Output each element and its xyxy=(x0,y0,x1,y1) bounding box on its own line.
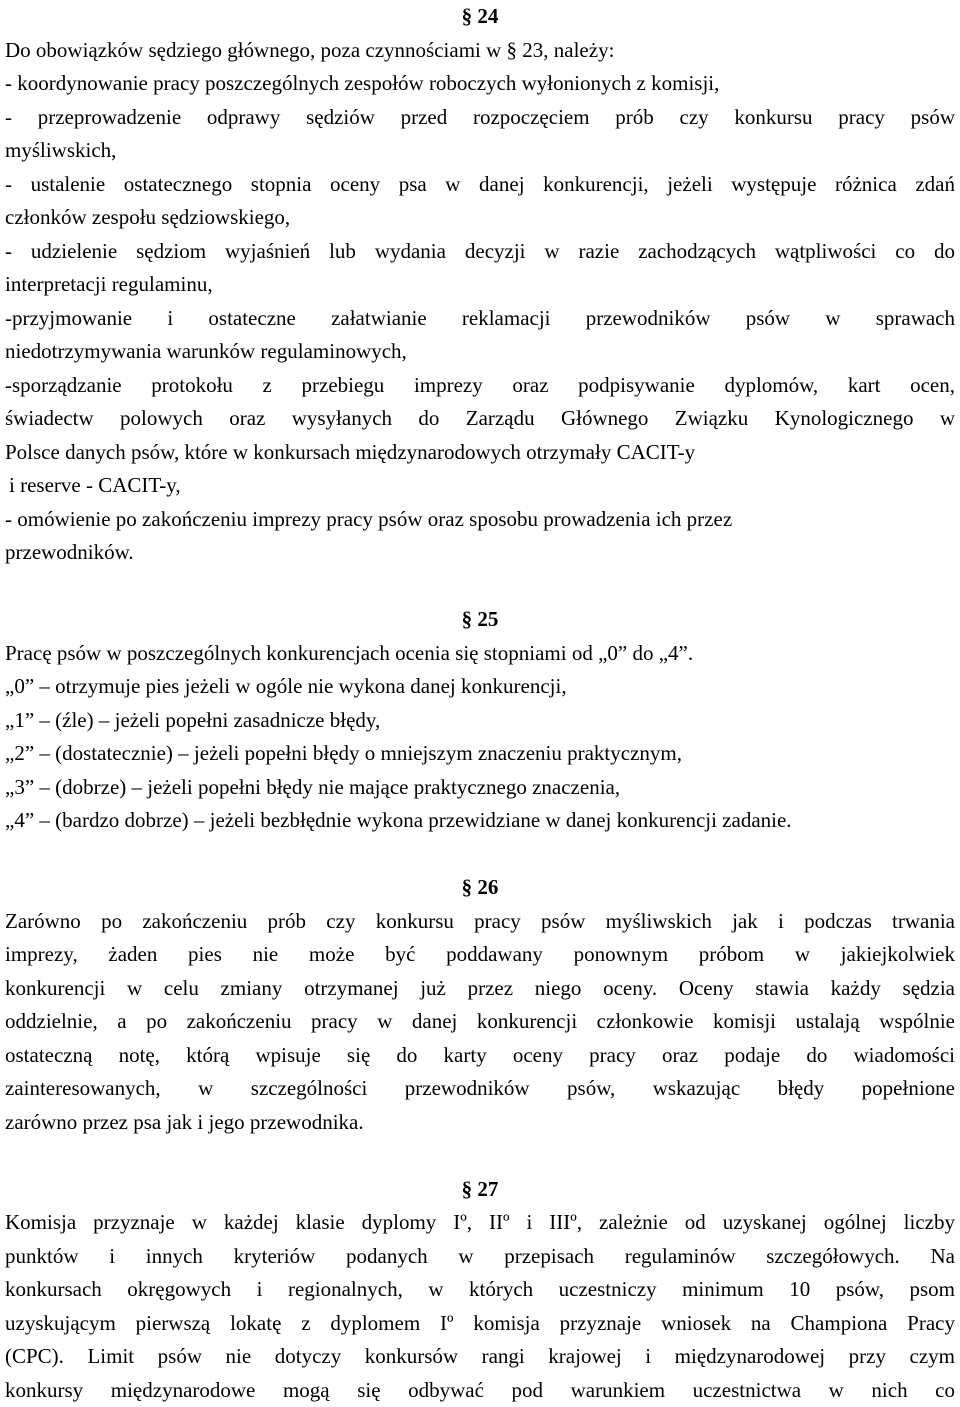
section-heading: § 25 xyxy=(5,603,955,637)
grade-line: „1” – (źle) – jeżeli popełni zasadnicze błędy, xyxy=(5,704,955,738)
section-24 xyxy=(5,0,955,570)
text-line: konkursy międzynarodowe mogą się odbywać pod warunkiem uczestnictwa w nich co xyxy=(5,1374,955,1407)
text-line: ostateczną notę, którą wpisuje się do karty oceny pracy oraz podaje do wiadomości xyxy=(5,1039,955,1073)
text-line: interpretacji regulaminu, xyxy=(5,268,955,302)
grade-line: „2” – (dostatecznie) – jeżeli popełni błędy o mniejszym znaczeniu praktycznym, xyxy=(5,737,955,771)
grade-line: „0” – otrzymuje pies jeżeli w ogóle nie wykona danej konkurencji, xyxy=(5,670,955,704)
section-heading: § 24 xyxy=(5,0,955,34)
text-line: konkursach okręgowych i regionalnych, w których uczestniczy minimum 10 psów, psom xyxy=(5,1273,955,1307)
text-line: członków zespołu sędziowskiego, xyxy=(5,201,955,235)
text-line: Do obowiązków sędziego głównego, poza czynnościami w § 23, należy: xyxy=(5,34,955,68)
grade-line: „4” – (bardzo dobrze) – jeżeli bezbłędnie wykona przewidziane w danej konkurencji zadanie. xyxy=(5,804,955,838)
text-line: i reserve - CACIT-y, xyxy=(5,469,955,503)
section-26 xyxy=(5,871,955,1139)
section-heading: § 26 xyxy=(5,871,955,905)
text-line: Komisja przyznaje w każdej klasie dyplomy Iº, IIº i IIIº, zależnie od uzyskanej ogólnej liczby xyxy=(5,1206,955,1240)
text-line: przewodników. xyxy=(5,536,955,570)
text-line: myśliwskich, xyxy=(5,134,955,168)
text-line: Polsce danych psów, które w konkursach międzynarodowych otrzymały CACIT-y xyxy=(5,436,955,470)
text-line: zarówno przez psa jak i jego przewodnika. xyxy=(5,1106,955,1140)
section-spacer xyxy=(5,1139,955,1173)
text-line: - przeprowadzenie odprawy sędziów przed rozpoczęciem prób czy konkursu pracy psów xyxy=(5,101,955,135)
text-line: Pracę psów w poszczególnych konkurencjach ocenia się stopniami od „0” do „4”. xyxy=(5,637,955,671)
text-line: -przyjmowanie i ostateczne załatwianie reklamacji przewodników psów w sprawach xyxy=(5,302,955,336)
text-line: -sporządzanie protokołu z przebiegu imprezy oraz podpisywanie dyplomów, kart ocen, xyxy=(5,369,955,403)
text-line: uzyskującym pierwszą lokatę z dyplomem Iº komisja przyznaje wniosek na Championa Pracy xyxy=(5,1307,955,1341)
text-line: zainteresowanych, w szczególności przewodników psów, wskazując błędy popełnione xyxy=(5,1072,955,1106)
document-page xyxy=(5,0,955,1407)
text-line: Zarówno po zakończeniu prób czy konkursu pracy psów myśliwskich jak i podczas trwania xyxy=(5,905,955,939)
section-27 xyxy=(5,1173,955,1407)
section-25 xyxy=(5,603,955,838)
grade-line: „3” – (dobrze) – jeżeli popełni błędy nie mające praktycznego znaczenia, xyxy=(5,771,955,805)
section-spacer xyxy=(5,570,955,604)
section-heading: § 27 xyxy=(5,1173,955,1207)
text-line: - koordynowanie pracy poszczególnych zespołów roboczych wyłonionych z komisji, xyxy=(5,67,955,101)
text-line: świadectw polowych oraz wysyłanych do Zarządu Głównego Związku Kynologicznego w xyxy=(5,402,955,436)
text-line: niedotrzymywania warunków regulaminowych, xyxy=(5,335,955,369)
text-line: - udzielenie sędziom wyjaśnień lub wydania decyzji w razie zachodzących wątpliwości co do xyxy=(5,235,955,269)
section-spacer xyxy=(5,838,955,872)
text-line: punktów i innych kryteriów podanych w przepisach regulaminów szczegółowych. Na xyxy=(5,1240,955,1274)
text-line: imprezy, żaden pies nie może być poddawany ponownym próbom w jakiejkolwiek xyxy=(5,938,955,972)
text-line: oddzielnie, a po zakończeniu pracy w danej konkurencji członkowie komisji ustalają wspólnie xyxy=(5,1005,955,1039)
text-line: konkurencji w celu zmiany otrzymanej już przez niego oceny. Oceny stawia każdy sędzia xyxy=(5,972,955,1006)
text-line: (CPC). Limit psów nie dotyczy konkursów rangi krajowej i międzynarodowej przy czym xyxy=(5,1340,955,1374)
text-line: - omówienie po zakończeniu imprezy pracy psów oraz sposobu prowadzenia ich przez xyxy=(5,503,955,537)
text-line: - ustalenie ostatecznego stopnia oceny psa w danej konkurencji, jeżeli występuje różnica zdań xyxy=(5,168,955,202)
